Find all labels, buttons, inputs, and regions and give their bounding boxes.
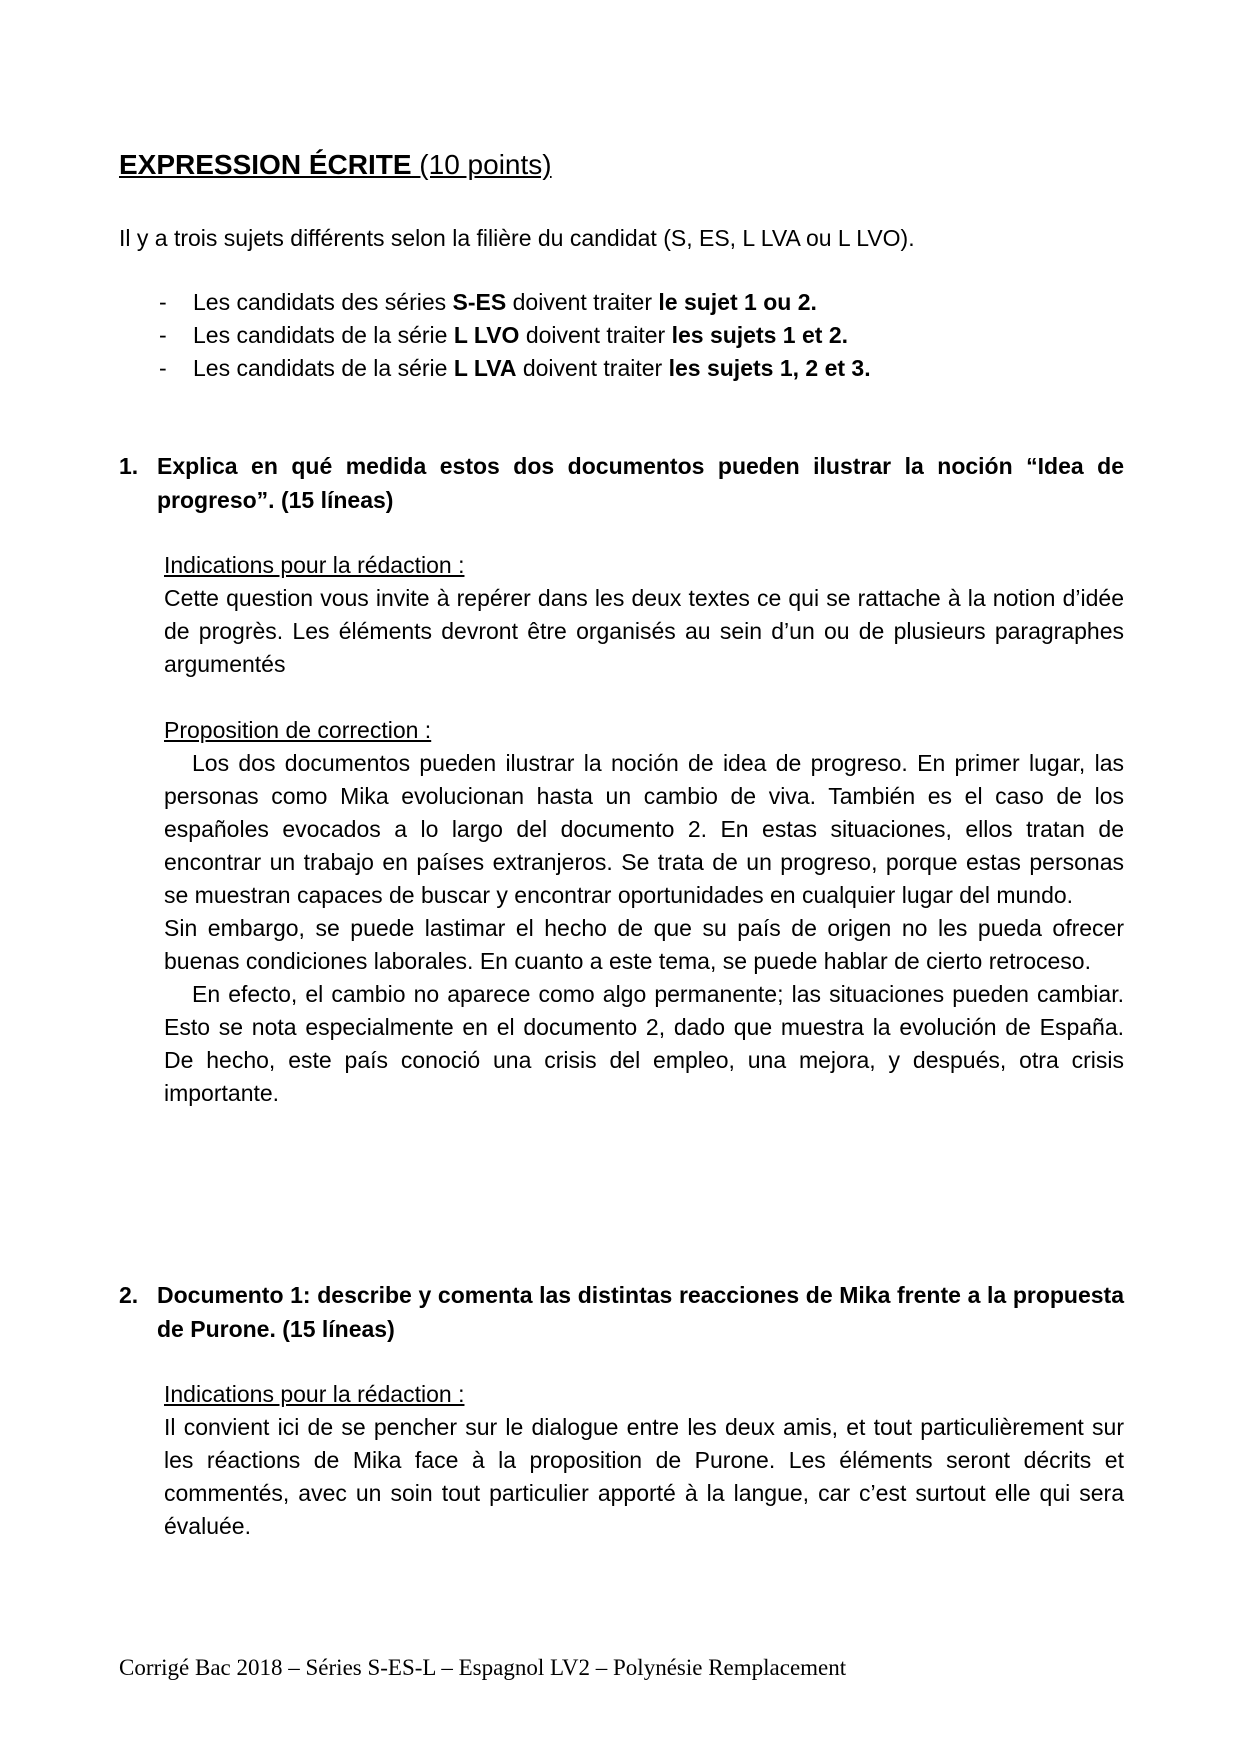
indications-label: Indications pour la rédaction :: [164, 552, 465, 578]
question-text: Documento 1: describe y comenta las distintas reacciones de Mika frente a la propuesta de Purone. (15 líneas): [157, 1282, 1124, 1342]
bullet-prefix: Les candidats de la série: [193, 322, 454, 348]
correction-paragraph: Los dos documentos pueden ilustrar la noción de idea de progreso. En primer lugar, las personas como Mika evolucionan hasta un cambio de viva. También es el caso de los españoles evocados a lo largo del documento 2. En estas situaciones, ellos tratan de encontrar un trabajo en países extranjeros. Se trata de un progreso, porque estas personas se muestran capaces de buscar y encontrar oportunidades en cualquier lugar del mundo.: [164, 750, 1124, 908]
bullet-series: L LVO: [453, 322, 520, 348]
bullet-middle: doivent traiter: [506, 289, 659, 315]
correction-paragraph: Sin embargo, se puede lastimar el hecho de que su país de origen no les pueda ofrecer buenas condiciones laborales. En cuanto a este tema, se puede hablar de cierto retroceso.: [164, 915, 1124, 974]
question-2-indications: [164, 1378, 1124, 1543]
bullet-text: [193, 319, 848, 352]
bullet-text: [193, 286, 817, 319]
question-1-correction: [164, 714, 1124, 1110]
question-2: [119, 1278, 1124, 1346]
bullet-prefix: Les candidats des séries: [193, 289, 453, 315]
question-number: 1.: [119, 453, 139, 479]
section-title-bold: EXPRESSION ÉCRITE: [119, 149, 412, 180]
bullet-dash: -: [159, 355, 167, 381]
correction-paragraph: En efecto, el cambio no aparece como algo permanente; las situaciones pueden cambiar. Esto se nota especialmente en el documento 2, dado que muestra la evolución de España. De hecho, este país conoció una crisis del empleo, una mejora, y después, otra crisis importante.: [164, 981, 1124, 1106]
question-1-indications: [164, 549, 1124, 681]
question-number: 2.: [119, 1282, 139, 1308]
bullet-subjects: les sujets 1, 2 et 3.: [668, 355, 871, 381]
bullet-dash: -: [159, 322, 167, 348]
bullet-middle: doivent traiter: [516, 355, 669, 381]
indications-text: Il convient ici de se pencher sur le dialogue entre les deux amis, et tout particulièrement sur les réactions de Mika face à la proposition de Purone. Les éléments seront décrits et commentés, avec un soin tout particulier apporté à la langue, car c’est surtout elle qui sera évaluée.: [164, 1414, 1124, 1539]
question-text: Explica en qué medida estos dos documentos pueden ilustrar la noción “Idea de progreso”. (15 líneas): [157, 453, 1124, 513]
question-1: [119, 449, 1124, 517]
bullet-text: [193, 352, 871, 385]
indications-text: Cette question vous invite à repérer dans les deux textes ce qui se rattache à la notion d’idée de progrès. Les éléments devront être organisés au sein d’un ou de plusieurs paragraphes argumentés: [164, 585, 1124, 677]
bullet-dash: -: [159, 289, 167, 315]
bullet-series: L LVA: [453, 355, 517, 381]
bullet-subjects: les sujets 1 et 2.: [671, 322, 849, 348]
intro-text: Il y a trois sujets différents selon la filière du candidat (S, ES, L LVA ou L LVO).: [119, 225, 915, 251]
bullet-subjects: le sujet 1 ou 2.: [658, 289, 817, 315]
page-footer: Corrigé Bac 2018 – Séries S-ES-L – Espagnol LV2 – Polynésie Remplacement: [119, 1655, 847, 1680]
bullet-series: S-ES: [452, 289, 507, 315]
bullet-middle: doivent traiter: [519, 322, 672, 348]
indications-label: Indications pour la rédaction :: [164, 1381, 465, 1407]
correction-label: Proposition de correction :: [164, 717, 432, 743]
section-title: [119, 148, 552, 182]
section-title-points: (10 points): [411, 149, 552, 180]
bullet-prefix: Les candidats de la série: [193, 355, 454, 381]
